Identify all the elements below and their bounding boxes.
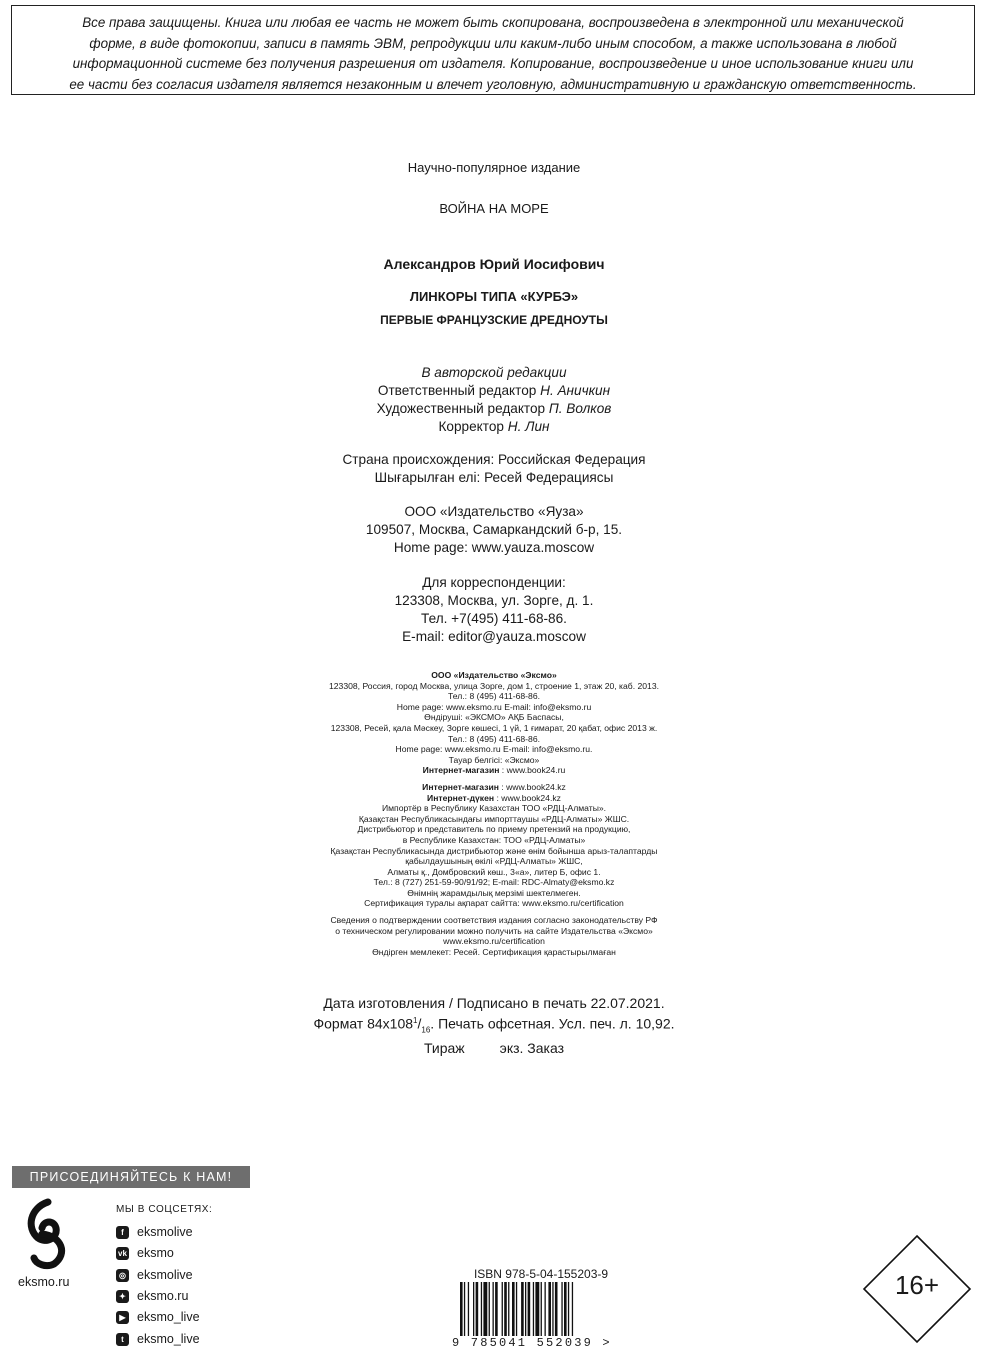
correspondence-address: 123308, Москва, ул. Зорге, д. 1. — [394, 593, 594, 608]
eksmo-line: 123308, Ресей, қала Мәскеу, Зорге көшесі, 1 үй, 1 ғимарат, 20 қабат, офис 2013 ж. — [330, 722, 658, 733]
barcode-bar — [516, 1282, 517, 1336]
eksmo-logo-icon — [22, 1198, 74, 1270]
cert-line: о техническом регулировании можно получить на сайте Издательства «Эксмо» — [335, 925, 653, 936]
copyright-notice — [11, 5, 975, 95]
kz-line: в Республике Казахстан: ТОО «РДЦ-Алматы» — [402, 834, 586, 845]
barcode-bar — [541, 1282, 542, 1336]
publisher-address: 109507, Москва, Самаркандский б-р, 15. — [365, 522, 623, 537]
kz-line: Импортёр в Республику Казахстан ТОО «РДЦ-Алматы». — [381, 803, 607, 814]
correspondence-phone: Тел. +7(495) 411-68-86. — [421, 611, 567, 626]
barcode-bar — [489, 1282, 490, 1336]
social-item-facebook[interactable]: f eksmolive — [116, 1223, 193, 1241]
shop-kz: Интернет-магазин : www.book24.kz — [422, 781, 566, 792]
barcode-bar — [508, 1282, 509, 1336]
barcode-bar — [535, 1282, 539, 1336]
editor-line: Ответственный редактор Н. Аничкин — [377, 383, 611, 398]
copyright-line: информационной системе без получения разрешения от издателя. Копирование, воспроизведение и иное использование книги или — [72, 56, 914, 71]
editors-block — [0, 364, 988, 436]
barcode-bar — [468, 1282, 469, 1336]
kz-line: Қазақстан Республикасында дистрибьютор және өнім бойынша арыз-талаптарды — [330, 845, 658, 856]
social-item-twitter[interactable]: t eksmo_live — [116, 1330, 200, 1348]
social-title: МЫ В СОЦСЕТЯХ: — [116, 1204, 213, 1215]
barcode-bar — [572, 1282, 573, 1336]
author: Александров Юрий Иосифович — [383, 256, 605, 272]
editor-line: Корректор Н. Лин — [438, 419, 550, 434]
publisher-name: ООО «Издательство «Яуза» — [404, 504, 584, 519]
cert-line: Өндірген мемлекет: Ресей. Сертификация қарастырылмаған — [372, 946, 616, 957]
printing-info — [0, 994, 988, 1057]
print-date: Дата изготовления / Подписано в печать 22.07.2021. — [323, 995, 665, 1011]
barcode-bar — [552, 1282, 553, 1336]
join-banner: ПРИСОЕДИНЯЙТЕСЬ К НАМ! — [12, 1166, 250, 1188]
shop-ru: Интернет-магазин : www.book24.ru — [422, 765, 566, 776]
print-run: Тираж экз. Заказ — [423, 1040, 565, 1057]
barcode-bar — [502, 1282, 503, 1336]
youtube-icon: ▶ — [116, 1311, 129, 1324]
cert-line: www.eksmo.ru/certification — [443, 936, 545, 947]
barcode-bar — [521, 1282, 524, 1336]
barcode-bar — [504, 1282, 507, 1336]
eksmo-line: Home page: www.eksmo.ru E-mail: info@eksmo.ru — [396, 701, 592, 712]
barcode-bar — [493, 1282, 494, 1336]
copyright-line: Все права защищены. Книга или любая ее часть не может быть скопирована, воспроизведена в электронной или механической — [82, 15, 904, 30]
barcode-bar — [533, 1282, 534, 1336]
barcode-bar — [481, 1282, 482, 1336]
origin-block — [0, 451, 988, 487]
vk-icon: vk — [116, 1247, 129, 1260]
eksmo-line: Home page: www.eksmo.ru E-mail: info@eksmo.ru. — [395, 744, 593, 755]
book-subtitle: ПЕРВЫЕ ФРАНЦУЗСКИЕ ДРЕДНОУТЫ — [380, 313, 608, 327]
barcode-bar — [561, 1282, 562, 1336]
correspondence-email: E-mail: editor@yauza.moscow — [402, 629, 586, 644]
genre: Научно-популярное издание — [407, 160, 581, 175]
barcode-bar — [512, 1282, 515, 1336]
origin-ru: Страна происхождения: Российская Федерация — [342, 452, 646, 467]
social-item-youtube[interactable]: ▶ eksmo_live — [116, 1308, 200, 1326]
book-title: ЛИНКОРЫ ТИПА «КУРБЭ» — [409, 289, 579, 304]
publisher-home: Home page: www.yauza.moscow — [393, 540, 595, 555]
globe-icon: ✦ — [116, 1290, 129, 1303]
barcode-bar — [495, 1282, 498, 1336]
kz-line: Қазақстан Республикасындағы импорттаушы «РДЦ-Алматы» ЖШС. — [358, 813, 630, 824]
barcode-bar — [555, 1282, 558, 1336]
series-name: ВОЙНА НА МОРЕ — [439, 201, 549, 216]
barcode-bar — [473, 1282, 474, 1336]
publisher-block — [0, 503, 988, 557]
logo-caption: eksmo.ru — [18, 1275, 70, 1289]
twitter-icon: t — [116, 1333, 129, 1346]
barcode-bar — [568, 1282, 569, 1336]
instagram-icon: ◎ — [116, 1269, 129, 1282]
kz-line: Сертификация туралы ақпарат сайтта: www.eksmo.ru/certification — [364, 898, 624, 909]
edition-note: В авторской редакции — [421, 365, 567, 380]
eksmo-line: Тел.: 8 (495) 411-68-86. — [448, 733, 540, 744]
barcode-bar — [525, 1282, 526, 1336]
barcode-bar — [476, 1282, 479, 1336]
eksmo-heading: ООО «Издательство «Эксмо» — [431, 670, 557, 680]
barcode-bar — [564, 1282, 567, 1336]
age-rating: 16+ — [894, 1270, 940, 1300]
kz-line: Алматы қ., Домбровский көш., 3«а», литер Б, офис 1. — [387, 866, 601, 877]
eksmo-info — [0, 670, 988, 957]
correspondence-block — [0, 574, 988, 646]
copyright-line: ее части без согласия издателя является незаконным и влечет уголовную, административную и гражданскую ответственность. — [69, 76, 917, 92]
origin-kz: Шығарылған елі: Ресей Федерациясы — [374, 470, 614, 485]
eksmo-line: Өндіруші: «ЭКСМО» АҚБ Баспасы, — [424, 712, 564, 723]
barcode-bar — [548, 1282, 551, 1336]
correspondence-title: Для корреспонденции: — [422, 575, 566, 590]
social-item-website[interactable]: ✦ eksmo.ru — [116, 1287, 188, 1305]
eksmo-line: 123308, Россия, город Москва, улица Зорге, дом 1, строение 1, этаж 20, каб. 2013. — [329, 680, 659, 691]
barcode-bar — [528, 1282, 531, 1336]
barcode-bar — [545, 1282, 546, 1336]
eksmo-line: Тауар белгісі: «Эксмо» — [448, 754, 540, 765]
cert-line: Сведения о подтверждении соответствия издания согласно законодательству РФ — [330, 915, 658, 926]
social-item-vk[interactable]: vk eksmo — [116, 1244, 174, 1262]
social-item-instagram[interactable]: ◎ eksmolive — [116, 1266, 193, 1284]
barcode-digits: 9 785041 552039 > — [452, 1336, 612, 1350]
barcode-bar — [460, 1282, 463, 1336]
kz-line: Өнімнің жарамдылық мерзімі шектелмеген. — [407, 887, 581, 898]
copyright-line: форме, в виде фотокопии, записи в память ЭВМ, репродукции или каким-либо иным способом, а также использована в любой — [89, 35, 897, 51]
isbn-text: ISBN 978-5-04-155203-9 — [473, 1267, 609, 1281]
shop-kz-2: Интернет-дүкен : www.book24.kz — [427, 792, 561, 803]
barcode-bar — [464, 1282, 465, 1336]
kz-line: Дистрибьютор и представитель по приему претензий на продукцию, — [357, 824, 631, 835]
print-format: Формат $84x108^1/_{16}$. Печать офсетная. Усл. печ. л. 10,92. — [313, 1015, 675, 1035]
kz-line: қабылдаушының өкілі «РДЦ-Алматы» ЖШС, — [405, 856, 583, 867]
barcode — [460, 1282, 612, 1336]
barcode-bar — [483, 1282, 487, 1336]
editor-line: Художественный редактор П. Волков — [376, 401, 612, 416]
facebook-icon: f — [116, 1226, 129, 1239]
eksmo-line: Тел.: 8 (495) 411-68-86. — [448, 691, 540, 702]
kz-line: Тел.: 8 (727) 251-59-90/91/92; E-mail: RDC-Almaty@eksmo.kz — [373, 877, 615, 888]
